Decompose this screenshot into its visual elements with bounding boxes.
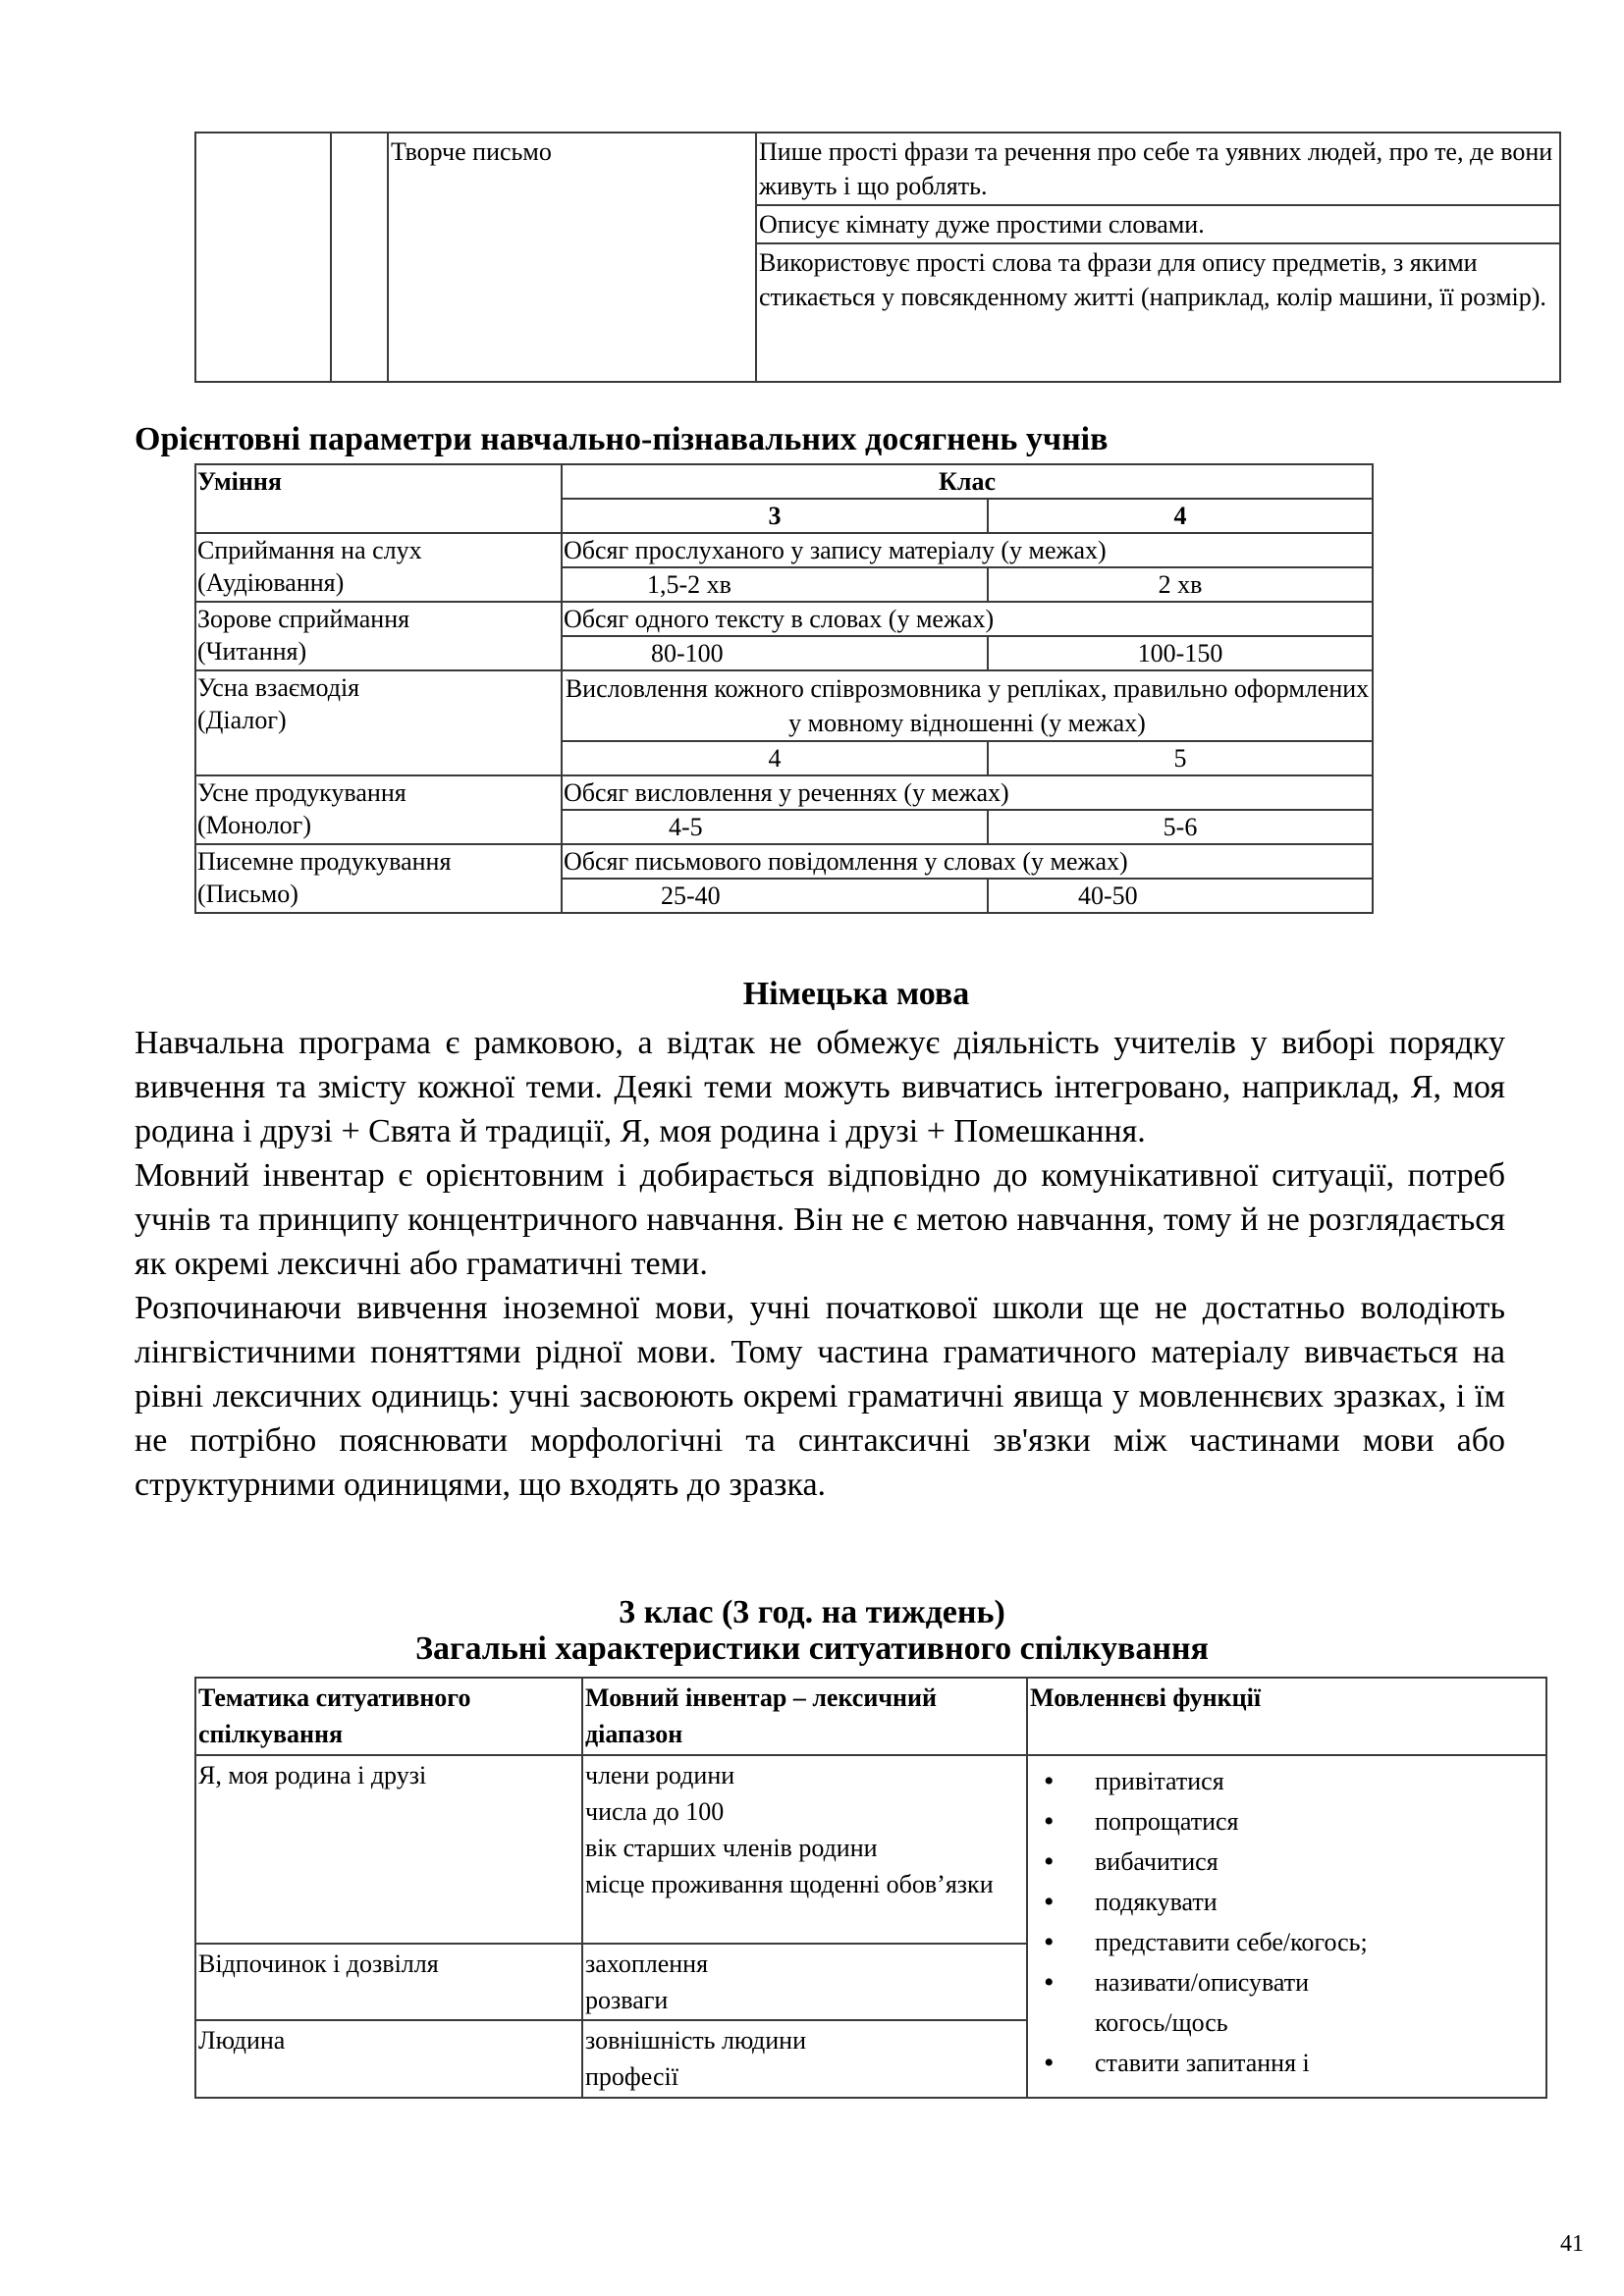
inventory-item: розваги — [585, 1986, 669, 2014]
measure-description: Обсяг прослуханого у запису матеріалу (у межах) — [562, 533, 1373, 567]
function-item: • представити себе/когось; — [1030, 1922, 1543, 1962]
skill-label-line: (Монолог) — [197, 811, 311, 839]
skill-label — [195, 844, 562, 913]
topic-cell: Я, моя родина і друзі — [195, 1755, 582, 1944]
params-table — [194, 463, 1374, 914]
functions-cell — [1027, 1755, 1546, 2098]
skill-name: Творче письмо — [388, 133, 756, 382]
function-item: • привітатися — [1030, 1761, 1543, 1801]
intro-paragraphs — [135, 1021, 1505, 1507]
inventory-item: зовнішність людини — [585, 2026, 806, 2055]
inventory-item: професії — [585, 2062, 678, 2091]
grade-4-value: 5-6 — [988, 810, 1373, 844]
skill-label-line: Сприймання на слух — [197, 536, 422, 564]
inventory-item: числа до 100 — [585, 1797, 725, 1826]
header-skill: Уміння — [195, 464, 562, 533]
table-cell-empty — [195, 133, 331, 382]
descriptor-item: Описує кімнату дуже простими словами. — [756, 205, 1560, 243]
skill-label-line: (Письмо) — [197, 880, 298, 908]
situational-communication-table — [194, 1677, 1547, 2099]
inventory-cell — [582, 1755, 1027, 1944]
grade-3-value: 1,5-2 хв — [562, 567, 988, 602]
skills-descriptor-table — [194, 132, 1561, 383]
grade-4-value: 5 — [988, 741, 1373, 775]
function-item: • називати/описувати когось/щось — [1030, 1962, 1350, 2043]
skill-label-line: (Діалог) — [197, 706, 287, 734]
skill-label-line: Писемне продукування — [197, 847, 452, 876]
grade-4-value: 2 хв — [988, 567, 1373, 602]
class-heading: 3 клас (3 год. на тиждень) — [619, 1594, 1005, 1630]
skill-label-line: Зорове сприймання — [197, 605, 410, 633]
inventory-cell — [582, 2020, 1027, 2098]
page-number: 41 — [1560, 2231, 1584, 2257]
header-inventory: Мовний інвентар – лексичний діапазон — [582, 1678, 1027, 1755]
grade-3-value: 25-40 — [562, 879, 988, 913]
function-item: • попрощатися — [1030, 1801, 1543, 1842]
descriptor-item: Пише прості фрази та речення про себе та уявних людей, про те, де вони живуть і що роблять. — [756, 133, 1560, 205]
header-topic: Тематика ситуативного спілкування — [195, 1678, 582, 1755]
function-item: • вибачитися — [1030, 1842, 1543, 1882]
measure-description: Висловлення кожного співрозмовника у репліках, правильно оформлених у мовному відношенні (у межах) — [562, 670, 1373, 741]
topic-cell: Людина — [195, 2020, 582, 2098]
header-grade-4: 4 — [988, 499, 1373, 533]
grade-3-value: 80-100 — [562, 636, 988, 670]
functions-list — [1030, 1757, 1543, 2083]
general-heading: Загальні характеристики ситуативного спілкування — [415, 1630, 1209, 1667]
header-grade-3: 3 — [562, 499, 988, 533]
paragraph: Мовний інвентар є орієнтовним і добирається відповідно до комунікативної ситуації, потреб учнів та принципу концентричного навчання. Він не є метою навчання, тому й не розглядається як окремі лексичні або граматичні теми. — [135, 1157, 1505, 1282]
section-title-german: Німецька мова — [742, 976, 970, 1012]
measure-description: Обсяг висловлення у реченнях (у межах) — [562, 775, 1373, 810]
function-item: • ставити запитання і — [1030, 2043, 1543, 2083]
table-cell-empty — [331, 133, 388, 382]
skill-label — [195, 533, 562, 602]
measure-description: Обсяг одного тексту в словах (у межах) — [562, 602, 1373, 636]
inventory-item: члени родини — [585, 1761, 735, 1789]
skill-label-line: Усне продукування — [197, 778, 406, 807]
topic-cell: Відпочинок і дозвілля — [195, 1944, 582, 2020]
measure-description: Обсяг письмового повідомлення у словах (у межах) — [562, 844, 1373, 879]
descriptor-item: Використовує прості слова та фрази для опису предметів, з якими стикається у повсякденному житті (наприклад, колір машини, її розмір). — [756, 243, 1560, 382]
skill-label — [195, 670, 562, 775]
paragraph: Навчальна програма є рамковою, а відтак не обмежує діяльність учителів у виборі порядку вивчення та змісту кожної теми. Деякі теми можуть вивчатись інтегровано, наприклад, Я, моя родина і друзі + Свята й традиції, Я, моя родина і друзі + Помешкання. — [135, 1025, 1505, 1149]
header-functions: Мовленнєві функції — [1027, 1678, 1546, 1755]
skill-label-line: (Читання) — [197, 637, 307, 666]
grade-4-value: 100-150 — [988, 636, 1373, 670]
inventory-item: захоплення — [585, 1949, 709, 1978]
inventory-item: місце проживання щоденні обов’язки — [585, 1870, 994, 1898]
grade-3-value: 4-5 — [562, 810, 988, 844]
skill-label-line: (Аудіювання) — [197, 568, 345, 597]
skill-label — [195, 602, 562, 670]
skill-label — [195, 775, 562, 844]
section-title-params: Орієнтовні параметри навчально-пізнавальних досягнень учнів — [135, 421, 1109, 457]
function-item: • подякувати — [1030, 1882, 1543, 1922]
skill-label-line: Усна взаємодія — [197, 673, 360, 702]
paragraph: Розпочинаючи вивчення іноземної мови, учні початкової школи ще не достатньо володіють лінгвістичними поняттями рідної мови. Тому частина граматичного матеріалу вивчається на рівні лексичних одиниць: учні засвоюють окремі граматичні явища у мовленнєвих зразках, і їм не потрібно пояснювати морфологічні та синтаксичні зв'язки між частинами мови або структурними одиницями, що входять до зразка. — [135, 1290, 1505, 1503]
header-class: Клас — [562, 464, 1373, 499]
grade-3-value: 4 — [562, 741, 988, 775]
grade-4-value: 40-50 — [988, 879, 1373, 913]
inventory-item: вік старших членів родини — [585, 1834, 878, 1862]
inventory-cell — [582, 1944, 1027, 2020]
